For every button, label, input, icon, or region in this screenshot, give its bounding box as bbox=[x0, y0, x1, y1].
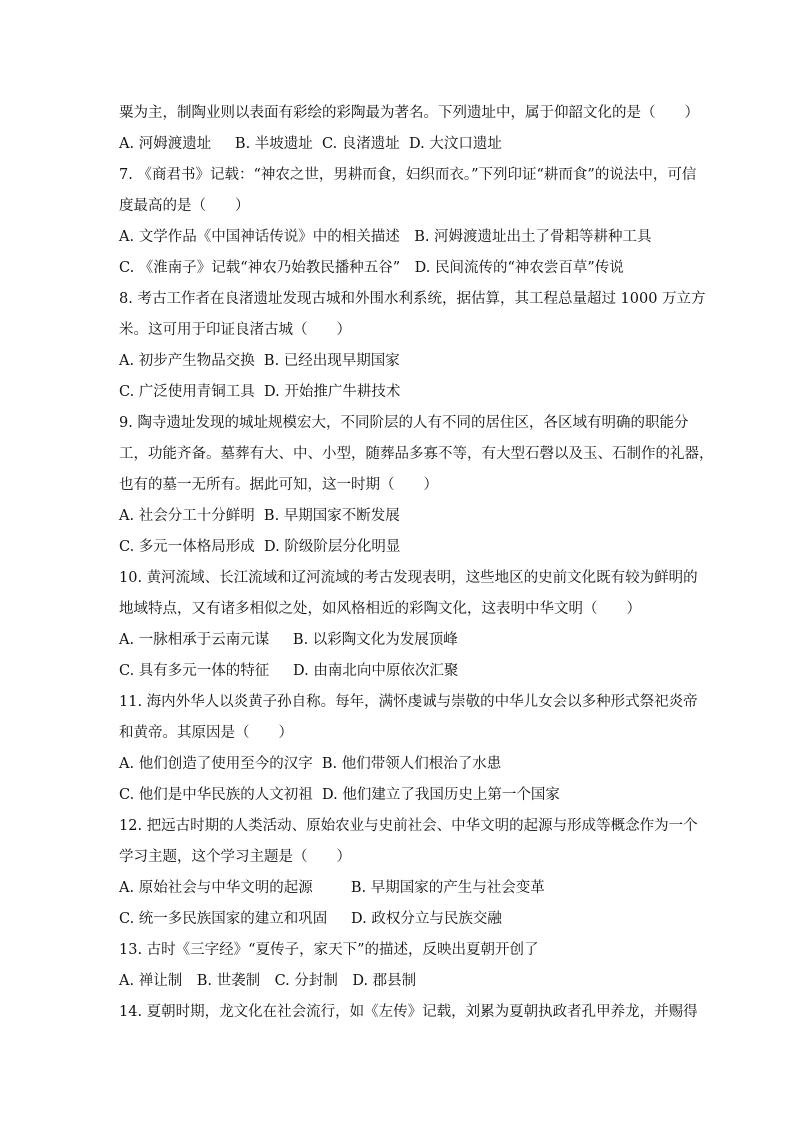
question-13-stem: 13. 古时《三字经》“夏传子，家天下”的描述，反映出夏朝开创了 bbox=[119, 942, 539, 958]
question-14-stem: 14. 夏朝时期，龙文化在社会流行，如《左传》记载，刘累为夏朝执政者孔甲养龙，并赐得 bbox=[119, 1004, 698, 1020]
question-9-options-cd: C. 多元一体格局形成 D. 阶级阶层分化明显 bbox=[119, 539, 401, 555]
question-10-stem-cont: 地域特点，又有诸多相似之处，如风格相近的彩陶文化，这表明中华文明（ ） bbox=[119, 601, 641, 617]
question-8-options-cd: C. 广泛使用青铜工具 D. 开始推广牛耕技术 bbox=[119, 384, 401, 400]
question-10-options-cd: C. 具有多元一体的特征 D. 由南北向中原依次汇聚 bbox=[119, 663, 459, 679]
question-9-options-ab: A. 社会分工十分鲜明 B. 早期国家不断发展 bbox=[119, 508, 400, 524]
question-12-options-cd: C. 统一多民族国家的建立和巩固 D. 政权分立与民族交融 bbox=[119, 911, 502, 927]
question-10-options-ab: A. 一脉相承于云南元谋 B. 以彩陶文化为发展顶峰 bbox=[119, 632, 458, 648]
question-13-options: A. 禅让制 B. 世袭制 C. 分封制 D. 郡县制 bbox=[119, 973, 417, 989]
question-11-options-cd: C. 他们是中华民族的人文初祖 D. 他们建立了我国历史上第一个国家 bbox=[119, 787, 560, 803]
question-7-stem: 7. 《商君书》记载：“神农之世，男耕而食，妇织而衣。”下列印证“耕而食”的说法中，可信 bbox=[119, 167, 697, 183]
question-7-options-cd: C. 《淮南子》记载“神农乃始教民播种五谷” D. 民间流传的“神农尝百草”传说 bbox=[119, 260, 624, 276]
question-12-options-ab: A. 原始社会与中华文明的起源 B. 早期国家的产生与社会变革 bbox=[119, 880, 545, 896]
question-8-options-ab: A. 初步产生物品交换 B. 已经出现早期国家 bbox=[119, 353, 400, 369]
question-12-stem: 12. 把远古时期的人类活动、原始农业与史前社会、中华文明的起源与形成等概念作为一个 bbox=[119, 818, 698, 834]
question-6-options: A. 河姆渡遗址 B. 半坡遗址 C. 良渚遗址 D. 大汶口遗址 bbox=[119, 136, 502, 152]
question-7-options-ab: A. 文学作品《中国神话传说》中的相关描述 B. 河姆渡遗址出土了骨耜等耕种工具 bbox=[119, 229, 652, 245]
question-9-stem-end: 也有的墓一无所有。据此可知，这一时期（ ） bbox=[119, 477, 438, 493]
question-8-stem: 8. 考古工作者在良渚遗址发现古城和外围水利系统，据估算，其工程总量超过 1000 万立方 bbox=[119, 291, 706, 307]
question-11-options-ab: A. 他们创造了使用至今的汉字 B. 他们带领人们根治了水患 bbox=[119, 756, 502, 772]
question-9-stem-cont: 工，功能齐备。墓葬有大、中、小型，随葬品多寡不等，有大型石磬以及玉、石制作的礼器， bbox=[119, 446, 714, 462]
question-9-stem: 9. 陶寺遗址发现的城址规模宏大，不同阶层的人有不同的居住区，各区域有明确的职能分 bbox=[119, 415, 689, 431]
question-11-stem: 11. 海内外华人以炎黄子孙自称。每年，满怀虔诚与崇敬的中华儿女会以多种形式祭祀炎帝 bbox=[119, 694, 698, 710]
question-11-stem-cont: 和黄帝。其原因是（ ） bbox=[119, 725, 293, 741]
question-7-stem-cont: 度最高的是（ ） bbox=[119, 198, 250, 214]
question-6-stem-end: 粟为主，制陶业则以表面有彩绘的彩陶最为著名。下列遗址中，属于仰韶文化的是（ ） bbox=[119, 105, 699, 121]
question-12-stem-cont: 学习主题，这个学习主题是（ ） bbox=[119, 849, 351, 865]
question-8-stem-cont: 米。这可用于印证良渚古城（ ） bbox=[119, 322, 351, 338]
question-10-stem: 10. 黄河流域、长江流域和辽河流域的考古发现表明，这些地区的史前文化既有较为鲜明的 bbox=[119, 570, 698, 586]
